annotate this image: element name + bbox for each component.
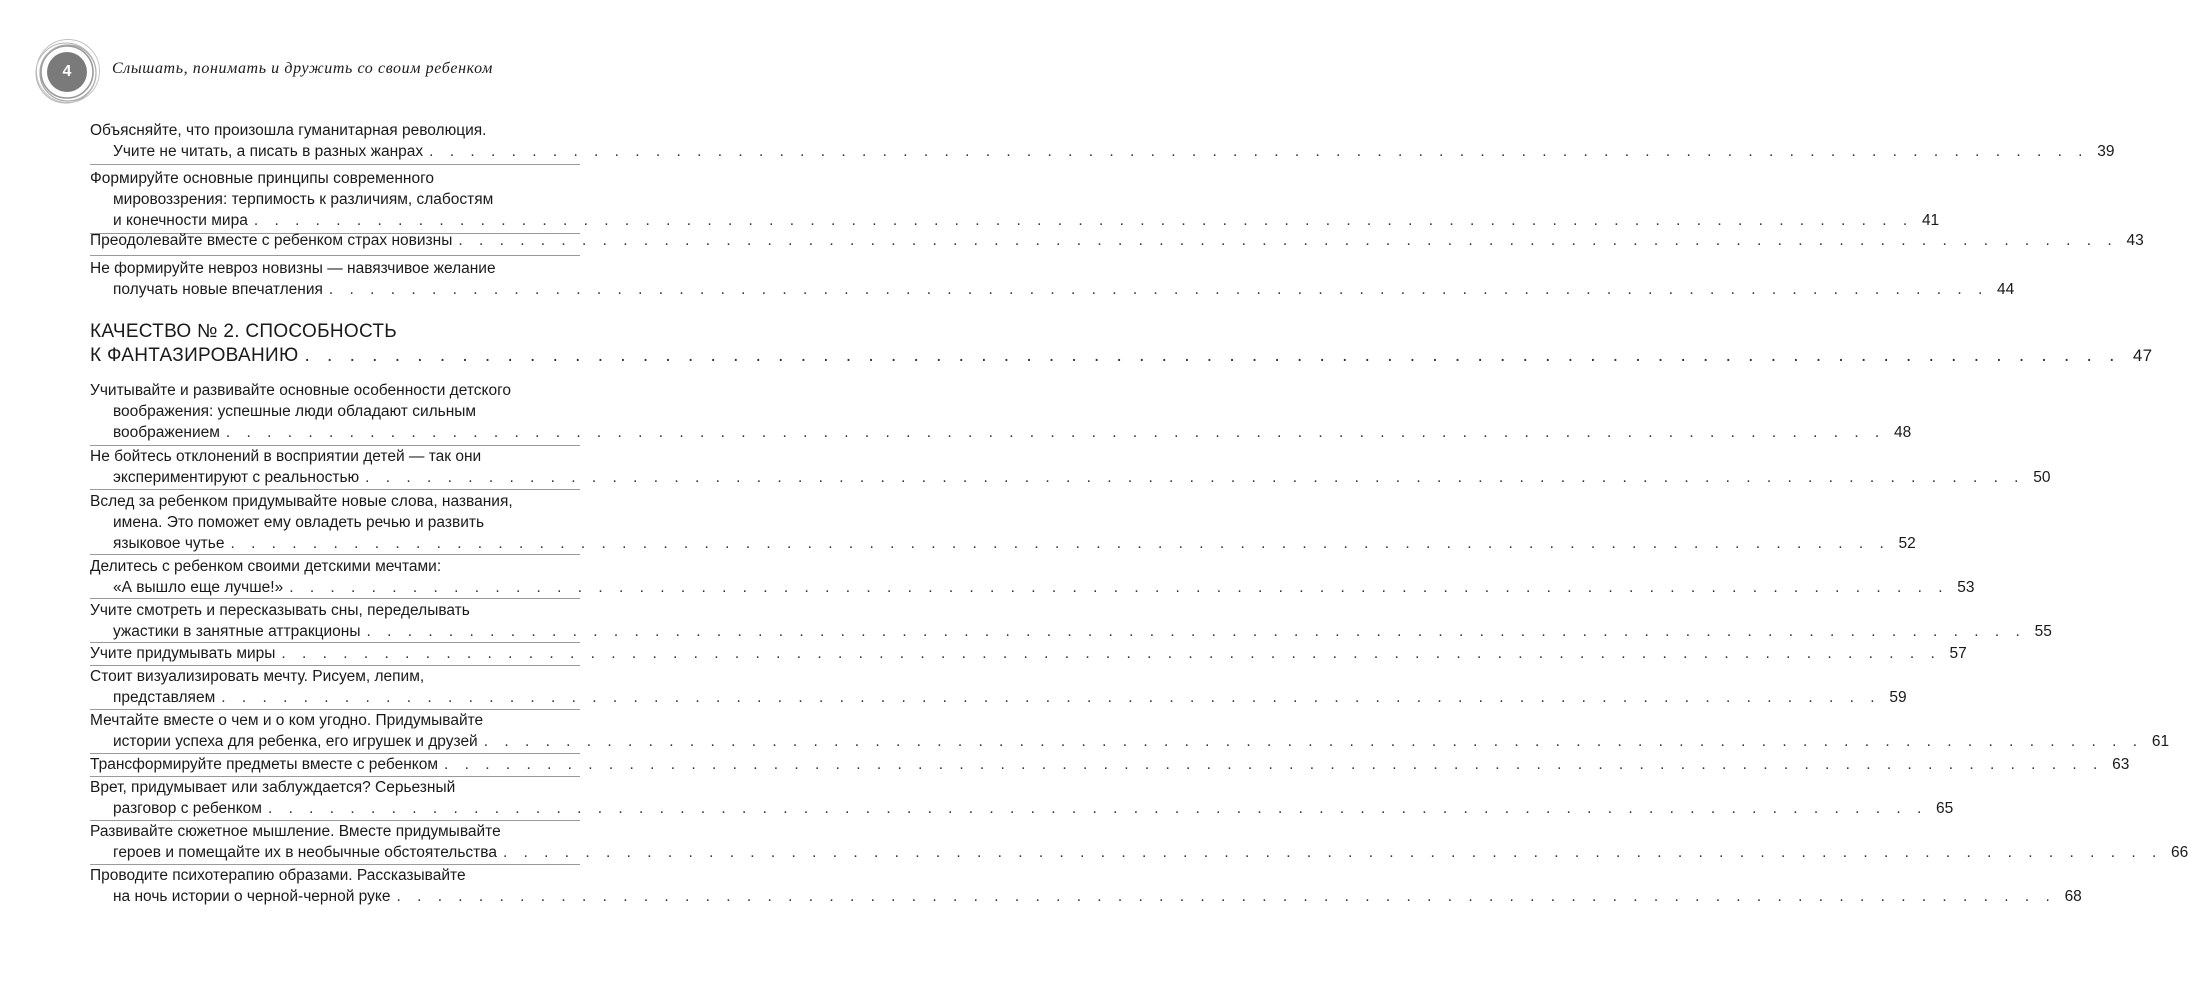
- toc-entry[interactable]: [90, 600, 2052, 642]
- toc-entry-line: Не бойтесь отклонений в восприятии детей — так они: [90, 448, 482, 465]
- section-heading[interactable]: [90, 320, 2153, 368]
- toc-entry[interactable]: [90, 643, 1967, 664]
- dot-leader: . . . . . . . . . . . . . . . . . . . . . . . . . . . . . . . . . . . . . . . . . . . . . . . . . . . . . . . . . . . . . . . . . . . . . . . . . . . . . . . . .: [267, 800, 1928, 817]
- toc-page-number: 55: [2034, 623, 2052, 640]
- toc-page-number: 39: [2097, 143, 2115, 160]
- toc-entry[interactable]: [90, 556, 1975, 598]
- dot-leader: . . . . . . . . . . . . . . . . . . . . . . . . . . . . . . . . . . . . . . . . . . . . . . . . . . . . . . . . . . . . . . . . . . . . . . . . . . . . . . . . .: [502, 844, 2163, 861]
- running-title: Слышать, понимать и дружить со своим ребенком: [112, 60, 493, 77]
- divider: [90, 489, 580, 490]
- dot-leader: . . . . . . . . . . . . . . . . . . . . . . . . . . . . . . . . . . . . . . . . . . . . . . . . . . . . . . . . . . . . . . . . . . . . . . . . . . . . . . . . .: [328, 281, 1989, 298]
- toc-entry-line: ужастики в занятные аттракционы: [113, 623, 361, 640]
- divider: [90, 598, 580, 599]
- toc-entry-line: Учите смотреть и пересказывать сны, переделывать: [90, 602, 470, 619]
- toc-entry-line: языковое чутье: [113, 535, 225, 552]
- toc-entry[interactable]: [90, 120, 2115, 162]
- toc-entry-line: представляем: [113, 689, 216, 706]
- toc-entry[interactable]: [90, 491, 1916, 554]
- section-heading-line: К ФАНТАЗИРОВАНИЮ: [90, 345, 299, 366]
- dot-leader: . . . . . . . . . . . . . . . . . . . . . . . . . . . . . . . . . . . . . . . . . . . . . . . . . . . . . . . . . . . . . . . . . . . . . . . . . . . . . . . . .: [289, 579, 1949, 596]
- toc-entry-line: Не формируйте невроз новизны — навязчивое желание: [90, 260, 496, 277]
- toc-entry[interactable]: [90, 380, 1912, 443]
- toc-entry-line: «А вышло еще лучше!»: [113, 579, 284, 596]
- toc-entry-line: на ночь истории о черной-черной руке: [113, 888, 391, 905]
- toc-entry-line: истории успеха для ребенка, его игрушек и друзей: [113, 733, 478, 750]
- toc-page-number: 43: [2126, 232, 2144, 249]
- dot-leader: . . . . . . . . . . . . . . . . . . . . . . . . . . . . . . . . . . . . . . . . . . . . . . . . . . . . . . . . . . . . . . . . . . . . . . . . . . . . . . . . .: [458, 232, 2118, 249]
- toc-page-number: 53: [1957, 579, 1975, 596]
- toc-entry-line: Объясняйте, что произошла гуманитарная революция.: [90, 122, 487, 139]
- section-page-number: 47: [2132, 346, 2153, 365]
- toc-entry[interactable]: [90, 777, 1954, 819]
- toc-entry[interactable]: [90, 258, 2015, 300]
- toc-entry[interactable]: [90, 168, 1940, 231]
- page-header: [0, 0, 683, 110]
- dot-leader: . . . . . . . . . . . . . . . . . . . . . . . . . . . . . . . . . . . . . . . . . . . . . . . . . . . . . . . . . . . . . . . . . . . . . . . . . . . . . . . . .: [365, 469, 2025, 486]
- toc-entry[interactable]: [90, 821, 2188, 863]
- toc-entry-line: воображения: успешные люди обладают сильным: [113, 403, 477, 420]
- toc-entry-line: Стоит визуализировать мечту. Рисуем, лепим,: [90, 668, 425, 685]
- toc-entry-line: Проводите психотерапию образами. Рассказывайте: [90, 867, 466, 884]
- divider: [90, 255, 580, 256]
- toc-page-number: 48: [1894, 424, 1912, 441]
- page-number: 4: [62, 63, 72, 80]
- dot-leader: . . . . . . . . . . . . . . . . . . . . . . . . . . . . . . . . . . . . . . . . . . . . . . . . . . . . . . . . . . . . . . . . . . . . . . . . . . . . . . . . .: [304, 345, 2121, 366]
- toc-page-number: 68: [2064, 888, 2082, 905]
- page-number-badge: [22, 28, 112, 118]
- toc-page-number: 52: [1898, 535, 1916, 552]
- toc-entry-line: Учитывайте и развивайте основные особенности детского: [90, 382, 512, 399]
- toc-page-number: 50: [2033, 469, 2051, 486]
- toc-entry[interactable]: [90, 446, 2051, 488]
- toc-page-number: 44: [1997, 281, 2015, 298]
- toc-entry[interactable]: [90, 754, 2130, 775]
- toc-page-number: 63: [2112, 756, 2130, 773]
- dot-leader: . . . . . . . . . . . . . . . . . . . . . . . . . . . . . . . . . . . . . . . . . . . . . . . . . . . . . . . . . . . . . . . . . . . . . . . . . . . . . . . . .: [429, 143, 2089, 160]
- toc-entry-line: Мечтайте вместе о чем и о ком угодно. Придумывайте: [90, 712, 484, 729]
- toc-entry-line: Трансформируйте предметы вместе с ребенком: [90, 756, 438, 773]
- toc-entry[interactable]: [90, 666, 1907, 708]
- toc-entry[interactable]: [90, 230, 2144, 251]
- toc-entry-line: героев и помещайте их в необычные обстоятельства: [113, 844, 497, 861]
- toc-entry-line: мировоззрения: терпимость к различиям, слабостям: [113, 191, 494, 208]
- dot-leader: . . . . . . . . . . . . . . . . . . . . . . . . . . . . . . . . . . . . . . . . . . . . . . . . . . . . . . . . . . . . . . . . . . . . . . . . . . . . . . . . .: [366, 623, 2026, 640]
- toc-entry-line: Формируйте основные принципы современного: [90, 170, 435, 187]
- dot-leader: . . . . . . . . . . . . . . . . . . . . . . . . . . . . . . . . . . . . . . . . . . . . . . . . . . . . . . . . . . . . . . . . . . . . . . . . . . . . . . . . .: [444, 756, 2104, 773]
- toc-entry[interactable]: [90, 865, 2082, 907]
- toc-entry-line: Вслед за ребенком придумывайте новые слова, названия,: [90, 493, 513, 510]
- toc-entry-line: экспериментируют с реальностью: [113, 469, 360, 486]
- toc-entry[interactable]: [90, 710, 2170, 752]
- toc-page-number: 41: [1921, 212, 1940, 229]
- dot-leader: . . . . . . . . . . . . . . . . . . . . . . . . . . . . . . . . . . . . . . . . . . . . . . . . . . . . . . . . . . . . . . . . . . . . . . . . . . . . . . . . .: [396, 888, 2056, 905]
- toc-page-number: 66: [2171, 844, 2188, 861]
- toc-entry-line: разговор с ребенком: [113, 800, 262, 817]
- toc-entry-line: имена. Это поможет ему овладеть речью и развить: [113, 514, 485, 531]
- dot-leader: . . . . . . . . . . . . . . . . . . . . . . . . . . . . . . . . . . . . . . . . . . . . . . . . . . . . . . . . . . . . . . . . . . . . . . . . . . . . . . . . .: [253, 212, 1914, 229]
- toc-entry-line: Учите придумывать миры: [90, 645, 276, 662]
- toc-page-number: 61: [2151, 733, 2170, 750]
- toc-entry-line: воображением: [113, 424, 220, 441]
- toc-entry-line: Врет, придумывает или заблуждается? Серьезный: [90, 779, 456, 796]
- toc-entry-line: Преодолевайте вместе с ребенком страх новизны: [90, 232, 453, 249]
- toc-page-number: 59: [1889, 689, 1907, 706]
- toc-entry-line: Развивайте сюжетное мышление. Вместе придумывайте: [90, 823, 501, 840]
- dot-leader: . . . . . . . . . . . . . . . . . . . . . . . . . . . . . . . . . . . . . . . . . . . . . . . . . . . . . . . . . . . . . . . . . . . . . . . . . . . . . . . . .: [225, 424, 1886, 441]
- dot-leader: . . . . . . . . . . . . . . . . . . . . . . . . . . . . . . . . . . . . . . . . . . . . . . . . . . . . . . . . . . . . . . . . . . . . . . . . . . . . . . . . .: [483, 733, 2144, 750]
- divider: [90, 554, 580, 555]
- dot-leader: . . . . . . . . . . . . . . . . . . . . . . . . . . . . . . . . . . . . . . . . . . . . . . . . . . . . . . . . . . . . . . . . . . . . . . . . . . . . . . . . .: [221, 689, 1881, 706]
- dot-leader: . . . . . . . . . . . . . . . . . . . . . . . . . . . . . . . . . . . . . . . . . . . . . . . . . . . . . . . . . . . . . . . . . . . . . . . . . . . . . . . . .: [281, 645, 1941, 662]
- toc-page-number: 65: [1936, 800, 1954, 817]
- toc-page-number: 57: [1949, 645, 1967, 662]
- dot-leader: . . . . . . . . . . . . . . . . . . . . . . . . . . . . . . . . . . . . . . . . . . . . . . . . . . . . . . . . . . . . . . . . . . . . . . . . . . . . . . . . .: [230, 535, 1890, 552]
- toc-entry-line: получать новые впечатления: [113, 281, 323, 298]
- toc-entry-line: и конечности мира: [113, 212, 248, 229]
- section-heading-line: КАЧЕСТВО № 2. СПОСОБНОСТЬ: [90, 321, 398, 342]
- divider: [90, 164, 580, 165]
- toc-entry-line: Делитесь с ребенком своими детскими мечтами:: [90, 558, 442, 575]
- toc-entry-line: Учите не читать, а писать в разных жанрах: [113, 143, 424, 160]
